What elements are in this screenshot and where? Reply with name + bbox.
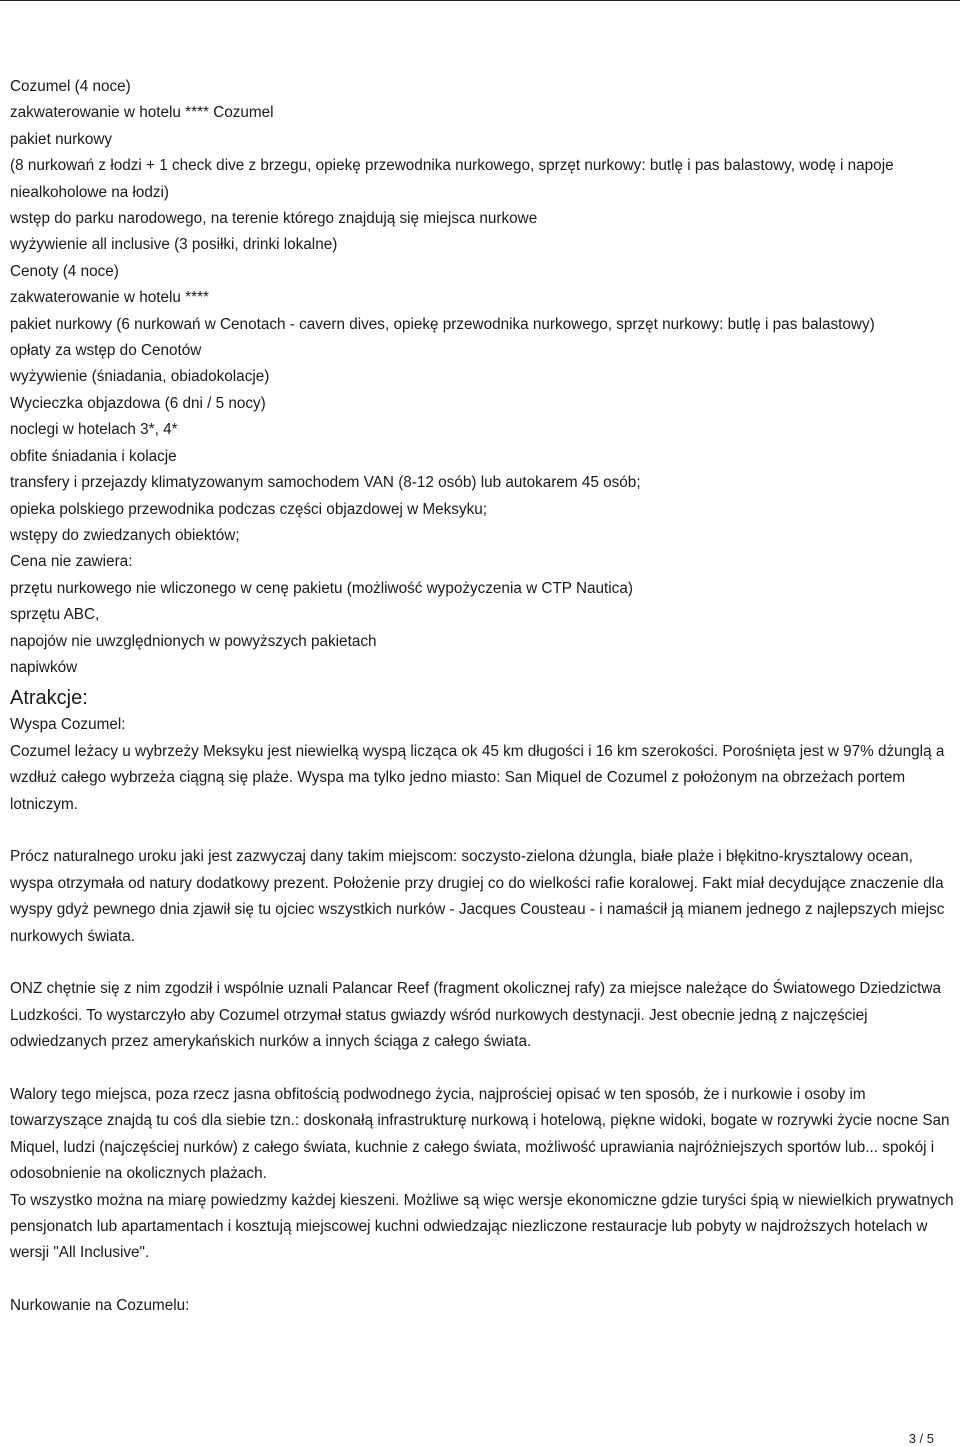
text-line: opłaty za wstęp do Cenotów: [10, 342, 202, 360]
paragraph-gap: [10, 1056, 958, 1082]
text-line: zakwaterowanie w hotelu ****: [10, 289, 209, 307]
text-line: pakiet nurkowy: [10, 130, 113, 148]
text-line: opieka polskiego przewodnika podczas części objazdowej w Meksyku;: [10, 500, 487, 518]
paragraph-gap: [10, 818, 958, 844]
document-body: [10, 74, 958, 1320]
paragraph: Prócz naturalnego uroku jaki jest zazwyczaj dany takim miejscom: soczysto-zielona dżungla, białe plaże i błękitno-krysztalowy ocean, wyspa otrzymała od natury dodatkowy prezent. Położenie przy drugiej co do wielkości rafie koralowej. Fakt miał decydujące znaczenie dla wyspy gdyż pewnego dnia zjawił się tu ojciec wszystkich nurków - Jacques Cousteau - i namaścił ją mianem jednego z najlepszych miejsc nurkowych świata.: [10, 848, 945, 945]
section-heading: Atrakcje:: [10, 687, 88, 710]
top-rule: [0, 0, 960, 1]
text-line: wyżywienie all inclusive (3 posiłki, drinki lokalne): [10, 236, 338, 254]
text-line: przętu nurkowego nie wliczonego w cenę pakietu (możliwość wypożyczenia w CTP Nautica): [10, 579, 633, 597]
text-line: zakwaterowanie w hotelu **** Cozumel: [10, 104, 274, 122]
text-line: transfery i przejazdy klimatyzowanym samochodem VAN (8-12 osób) lub autokarem 45 osób;: [10, 474, 641, 492]
paragraph: Nurkowanie na Cozumelu:: [10, 1297, 190, 1315]
subheading: Wyspa Cozumel:: [10, 716, 126, 734]
text-line: wyżywienie (śniadania, obiadokolacje): [10, 368, 270, 386]
paragraph-gap: [10, 1267, 958, 1293]
text-line: wstęp do parku narodowego, na terenie którego znajdują się miejsca nurkowe: [10, 210, 538, 228]
page-number: 3 / 5: [908, 1431, 934, 1446]
paragraph-gap: [10, 950, 958, 976]
text-line: napiwków: [10, 658, 78, 676]
text-line: pakiet nurkowy (6 nurkowań w Cenotach - cavern dives, opiekę przewodnika nurkowego, sprzęt nurkowy: butlę i pas balastowy): [10, 315, 875, 333]
text-line: Cozumel (4 noce): [10, 78, 131, 95]
paragraph: Walory tego miejsca, poza rzecz jasna obfitością podwodnego życia, najprościej opisać w ten sposób, że i nurkowie i osoby im towarzyszące znajdą tu coś dla siebie tzn.: doskonałą infrastrukturę nurkową i hotelową, piękne widoki, bogate w rozrywki życie nocne San Miquel, ludzi (najczęściej nurków) z całego świata, kuchnie z całego świata, możliwość uprawiania najróżniejszych sportów lub... spokój i odosobnienie na okolicznych plażach.: [10, 1085, 950, 1183]
text-line: Cena nie zawiera:: [10, 553, 133, 571]
text-line: Wycieczka objazdowa (6 dni / 5 nocy): [10, 394, 266, 412]
text-line: obfite śniadania i kolacje: [10, 447, 177, 465]
paragraph: ONZ chętnie się z nim zgodził i wspólnie uznali Palancar Reef (fragment okolicznej rafy) za miejsce należące do Światowego Dziedzictwa Ludzkości. To wystarczyło aby Cozumel otrzymał status gwiazdy wśród nurkowych destynacji. Jest obecnie jedną z najczęściej odwiedzanych przez amerykańskich nurków a innych ściąga z całego świata.: [10, 980, 941, 1051]
text-line: (8 nurkowań z łodzi + 1 check dive z brzegu, opiekę przewodnika nurkowego, sprzęt nurkowy: butlę i pas balastowy, wodę i napoje niealkoholowe na łodzi): [10, 157, 894, 201]
text-line: noclegi w hotelach 3*, 4*: [10, 421, 178, 439]
paragraph: Cozumel leżacy u wybrzeży Meksyku jest niewielką wyspą licząca ok 45 km długości i 16 km szerokości. Porośnięta jest w 97% dżunglą a wzdłuż całego wybrzeża ciągną się plaże. Wyspa ma tylko jedno miasto: San Miquel de Cozumel z położonym na obrzeżach portem lotniczym.: [10, 742, 945, 813]
paragraph: To wszystko można na miarę powiedzmy każdej kieszeni. Możliwe są więc wersje ekonomiczne gdzie turyści śpią w niewielkich prywatnych pensjonatch lub apartamentach i kosztują miejscowej kuchni odwiedzając niezliczone restauracje lub pobyty w najdroższych hotelach w wersji "All Inclusive".: [10, 1191, 954, 1262]
text-line: Cenoty (4 noce): [10, 262, 119, 280]
text-line: sprzętu ABC,: [10, 606, 100, 624]
text-line: wstępy do zwiedzanych obiektów;: [10, 526, 240, 544]
text-line: napojów nie uwzględnionych w powyższych pakietach: [10, 632, 377, 650]
